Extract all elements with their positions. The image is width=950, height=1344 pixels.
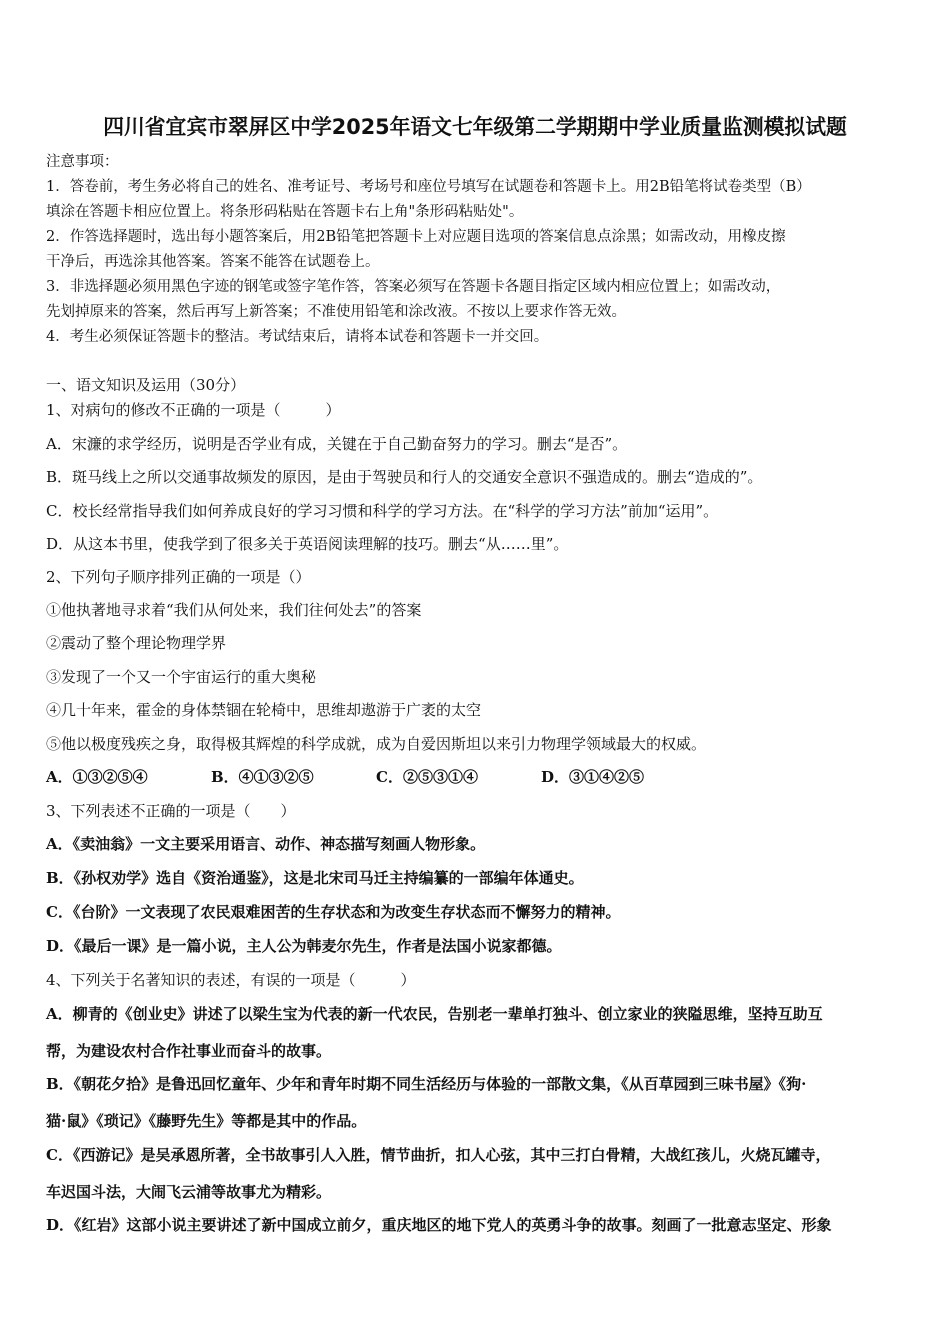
question-stem: 2、下列句子顺序排列正确的一项是（）: [46, 568, 311, 586]
notice-line: 填涂在答题卡相应位置上。将条形码粘贴在答题卡右上角"条形码粘贴处"。: [46, 204, 524, 220]
sentence-5: ⑤他以极度残疾之身，取得极其辉煌的科学成就，成为自爱因斯坦以来引力物理学领域最大的权威。: [46, 735, 707, 753]
question-stem: 1、对病句的修改不正确的一项是（ ）: [46, 401, 341, 419]
sentence-2: ②震动了整个理论物理学界: [46, 634, 227, 652]
option-a: A．①③②⑤④: [46, 768, 148, 786]
notice-line: 1．答卷前，考生务必将自己的姓名、准考证号、考场号和座位号填写在试题卷和答题卡上。用2B铅笔将试卷类型（B）: [46, 179, 811, 195]
option-d: D．从这本书里，使我学到了很多关于英语阅读理解的技巧。删去“从……里”。: [46, 535, 569, 553]
option-d: D．③①④②⑤: [541, 768, 645, 786]
option-b-continued: 猫·鼠》《琐记》《藤野先生》等都是其中的作品。: [46, 1112, 367, 1130]
notice-line: 2．作答选择题时，选出每小题答案后，用2B铅笔把答题卡上对应题目选项的答案信息点涂黑；如需改动，用橡皮擦: [46, 229, 786, 245]
option-d: D．《最后一课》是一篇小说，主人公为韩麦尔先生，作者是法国小说家都德。: [46, 937, 562, 955]
option-b: B．④①③②⑤: [211, 768, 314, 786]
option-b: B．《朝花夕拾》是鲁迅回忆童年、少年和青年时期不同生活经历与体验的一部散文集，《从百草园到三味书屋》《狗·: [46, 1075, 807, 1093]
option-a: A．《卖油翁》一文主要采用语言、动作、神态描写刻画人物形象。: [46, 835, 486, 853]
question-stem: 4、下列关于名著知识的表述，有误的一项是（ ）: [46, 971, 416, 989]
sentence-4: ④几十年来，霍金的身体禁锢在轮椅中，思维却遨游于广袤的太空: [46, 701, 482, 719]
option-a: A．柳青的《创业史》讲述了以梁生宝为代表的新一代农民，告别老一辈单打独斗、创立家业的狭隘思维，坚持互助互: [46, 1005, 823, 1023]
notice-heading: 注意事项：: [46, 154, 119, 170]
option-c: C．校长经常指导我们如何养成良好的学习习惯和科学的学习方法。在“科学的学习方法”前加“运用”。: [46, 502, 719, 520]
option-c-continued: 车迟国斗法，大闹飞云浦等故事尤为精彩。: [46, 1183, 332, 1201]
options-row: [46, 767, 644, 787]
option-c: C．《台阶》一文表现了农民艰难困苦的生存状态和为改变生存状态而不懈努力的精神。: [46, 903, 621, 921]
section-heading: 一、语文知识及运用（30分）: [46, 376, 246, 394]
option-a: A．宋濂的求学经历，说明是否学业有成，关键在于自己勤奋努力的学习。删去“是否”。: [46, 435, 628, 453]
notice-line: 先划掉原来的答案，然后再写上新答案；不准使用铅笔和涂改液。不按以上要求作答无效。: [46, 304, 626, 320]
option-c: C．②⑤③①④: [376, 768, 478, 786]
question-stem: 3、下列表述不正确的一项是（ ）: [46, 802, 296, 820]
option-c: C．《西游记》是吴承恩所著，全书故事引人入胜，情节曲折，扣人心弦，其中三打白骨精，大战红孩儿，火烧瓦罐寺，: [46, 1146, 831, 1164]
sentence-1: ①他执著地寻求着“我们从何处来，我们往何处去”的答案: [46, 601, 422, 619]
option-b: B．斑马线上之所以交通事故频发的原因，是由于驾驶员和行人的交通安全意识不强造成的。删去“造成的”。: [46, 468, 763, 486]
option-a-continued: 帮，为建设农村合作社事业而奋斗的故事。: [46, 1042, 332, 1060]
sentence-3: ③发现了一个又一个宇宙运行的重大奥秘: [46, 668, 317, 686]
notice-line: 干净后，再选涂其他答案。答案不能答在试题卷上。: [46, 254, 380, 270]
notice-line: 4．考生必须保证答题卡的整洁。考试结束后，请将本试卷和答题卡一并交回。: [46, 329, 549, 345]
option-d: D．《红岩》这部小说主要讲述了新中国成立前夕，重庆地区的地下党人的英勇斗争的故事。刻画了一批意志坚定、形象: [46, 1216, 832, 1234]
page-title: 四川省宜宾市翠屏区中学2025年语文七年级第二学期期中学业质量监测模拟试题: [103, 115, 847, 139]
notice-line: 3．非选择题必须用黑色字迹的钢笔或签字笔作答，答案必须写在答题卡各题目指定区域内相应位置上；如需改动，: [46, 279, 781, 295]
option-b: B．《孙权劝学》选自《资治通鉴》，这是北宋司马迁主持编纂的一部编年体通史。: [46, 869, 584, 887]
